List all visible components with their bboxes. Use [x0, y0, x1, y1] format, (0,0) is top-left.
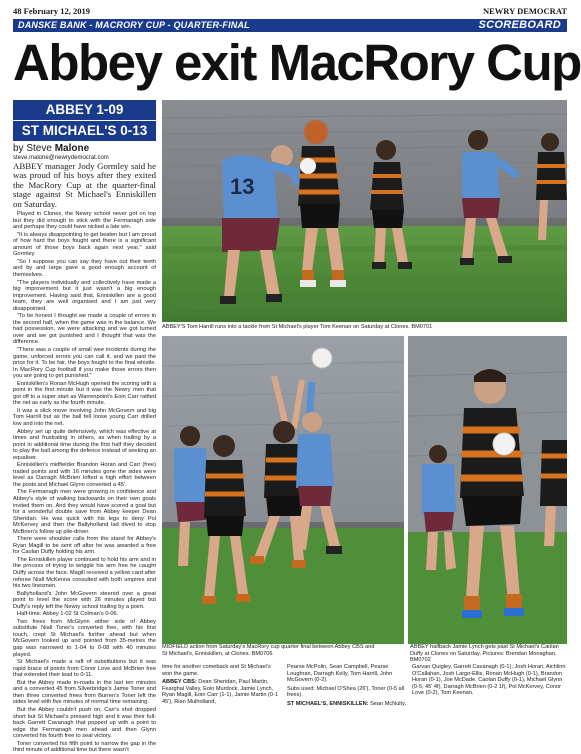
photo-harrill-tackle	[162, 100, 567, 322]
teams-col3	[412, 664, 567, 730]
page-date: 48 February 12, 2019	[13, 6, 90, 16]
headline: Abbey exit MacRory Cup	[13, 34, 581, 91]
team-abbey-subs: Subs used: Michael O'Shea (26'), Toner (0-5 all frees).	[287, 685, 405, 699]
team-abbey-cont: Pearse McPolin, Sean Campbell, Pearse Loughran, Darragh Kelly, Tom Harrill, John McGovern (0-2).	[287, 664, 393, 684]
article-ending: time for another comeback and St Michael's won the game.	[162, 664, 271, 677]
article-paragraph: Abbey set up quite defensively, which was effective at times and frustrating in others, as when trailing by a point in additional time during the first half they decided to play the ball among the defence instead of seeking an equaliser.	[13, 428, 156, 461]
football	[493, 433, 515, 455]
player-number: 13	[230, 174, 255, 199]
section-brand: SCOREBOARD	[478, 19, 561, 31]
photo-midfield-action	[162, 336, 404, 644]
score-st-michaels: ST MICHAEL'S 0-13	[13, 121, 156, 141]
team-st-michaels: ST MICHAEL'S, ENNISKILLEN: Sean McNulty,	[287, 700, 407, 707]
article-paragraph: Enniskillen's Ronan McHugh opened the scoring with a point in the first minute but it was the Newry men that got off to a super start as Warrenpoint's Eoin Carr rattled the net as early as the fourth minute.	[13, 380, 156, 407]
article-paragraph: There were shoulder calls from the stand for Abbey's Ryan Magill to be sent off after he was awarded a free for Caolan Duffy holding his arm.	[13, 536, 156, 556]
article-paragraph: Enniskillen's midfielder Brandon Horan and Carr (free) traded points and with 16 minutes gone the sides were level as Darragh McBrien lofted a high effort between the posts and Michael Glynn converted a 45'.	[13, 462, 156, 488]
section-bar	[13, 19, 567, 32]
article-paragraph: Half-time: Abbey 1-02 St Colman's 0-06.	[17, 611, 119, 618]
team-abbey: ABBEY CBS: Dean Sheridan, Paul Martin, Fearghal Valley, Eoin Murdock, Jamie Lynch, Ryan Magill, Eoin Carr (1-1), Jamie Martin (0-1 45'), Rian Mulholland,	[162, 679, 278, 705]
caption-photo3: ABBEY halfback Jamie Lynch gets past St Michael's Caolan Duffy at Clones on Saturday. Pictures: Brendan Monaghan. BM0702	[410, 644, 559, 664]
photo-jamie-lynch-image	[408, 336, 567, 644]
article-paragraph: Played in Clones, the Newry school never got on top but they did enough to stick with the Fermanagh side and perhaps they could have nicked a late win.	[13, 211, 156, 231]
article-lead: ABBEY manager Jody Gormley said he was proud of his boys after they exited the MacRory Cup at the quarter-final stage against St Michael's Enniskillen on Saturday.	[13, 161, 156, 209]
photo-midfield-action-image	[162, 336, 404, 644]
page-header	[13, 6, 567, 18]
football	[312, 348, 332, 368]
score-abbey: ABBEY 1-09	[13, 100, 156, 120]
caption-photo1: ABBEY'S Tom Harrill runs into a tackle from St Michael's player Tom Keenan on Saturday at Clones. BM0701	[162, 324, 433, 330]
teams-col2	[287, 664, 407, 730]
caption-photo2: MIDFIELD action from Saturday's MacRory cup quarter final between Abbey CBS and St Michael's, Enniskillen, at Clones. BM0706	[162, 644, 375, 657]
article-paragraph: The Enniskillen player continued to hold his arm and in the process of trying to wriggle his arm free he caught Duffy across the face. Magill received a yellow card after referee Niall McKenna consulted with both umpires and his two linesmen.	[13, 556, 156, 590]
article-paragraph: Ballyholland's John McGovern steered over a great point to level the score with 26 minutes played but Duffy's reply left the Newry school trailing by a point.	[13, 590, 156, 610]
article-paragraph: It was a slick move involving John McGovern and big Tom Harrill but as the ball fell loose young Carr drilled low and into the net.	[13, 407, 156, 427]
photo-jamie-lynch	[408, 336, 567, 644]
article-paragraph: St Michael's made a raft of substitutions but it was rapid brace of points from Conor Love and McBrien free that extended their lead to 0-11.	[13, 659, 156, 679]
article-body	[13, 161, 156, 754]
article-paragraph: Toner converted his fifth point to narrow the gap in the third minute of additional time but there wasn't	[13, 740, 156, 754]
article-paragraph: Two frees from McGlynn either side of Abbey substitute Niall Toner's converted free, with his first touch, crept St Michael's further ahead but when McGovern looked up and pointed from 35-metres the gap was narrowed to 1-04 to 0-08 with 40 minutes played.	[13, 618, 156, 658]
byline-email: steve.malone@newrydemocrat.com	[13, 155, 109, 161]
byline	[13, 143, 156, 161]
article-paragraph: But the Abbey couldn't push on, Carr's shot dropped short but St Michael's pressed high and it was their full-back Garrett Cavanagh that popped up with a point to edge the Fermanagh men ahead and then Glynn converted his fourth free to seal victory.	[13, 706, 156, 740]
article-paragraph: "The players individually and collectively have made a big improvement but it just wasn't a big enough improvement. Having said that, Enniskillen are a good team, they are well organised and I am just very disappointed.	[13, 279, 156, 312]
photo-harrill-tackle-image	[162, 100, 567, 322]
article-paragraph: "It is always disappointing to get beaten but I am proud of how hard the boys fought and there is a significant amount of those boys back again next year," said Gormley.	[13, 231, 156, 258]
article-paragraph: The Fermanagh men were growing in confidence and Abbey's style of walking backwards on their own goals invited them on. And they would have scored a goal but for a wonderful double save from Abbey keeper Dean Sheridan. He was quick with his legs to deny Pol McKervey and then the Ballyholland lad dived to stop McBrien's follow up pile-driver.	[13, 489, 156, 535]
article-paragraph: "So I suppose you can say they have out their teeth and by and large gave a good enough account of themselves.	[13, 258, 156, 278]
teams-col1	[162, 664, 282, 730]
byline-author: by Steve Malone	[13, 143, 90, 154]
article-paragraph: But the Abbey made in-roads in the last ten minutes and a converted 45 from Silverbridge's Jamie Toner and then three converted frees from Burren's Toner left the sides level with five minutes of normal time remaining.	[13, 679, 156, 706]
team-st-michaels-cont: Garvan Quigley, Garrett Cavanagh (0-1), Josh Horan, Aichlinn O'Callahan, Josh Largo-Ellis, Ronan McHugh (0-1), Brandon Horan (0-1), Joe McDade, Caolan Duffy (0-1), Michael Glynn (0-5, 45' 4f), Darragh McBrien (0-2 1f), Pol McKervey, Conor Love (0-2), Tom Keenan.	[412, 664, 566, 697]
article-paragraph: "To be honest I thought we made a couple of errors in the second half, when the game was in the balance. We had possession, we were attacking and we got turned over and we got punished and I thought that was the difference.	[13, 313, 156, 346]
article-paragraph: "There was a couple of small wee incidents during the game, unforced errors you can call it, and we paid the price for it. To be fair, the boys fought to the final whistle. In MacRory Cup football if you make those errors then you are going to get punished."	[13, 346, 156, 380]
section-kicker: DANSKE BANK - MACRORY CUP - QUARTER-FINAL	[18, 20, 250, 30]
paper-name: NEWRY DEMOCRAT	[483, 6, 567, 16]
